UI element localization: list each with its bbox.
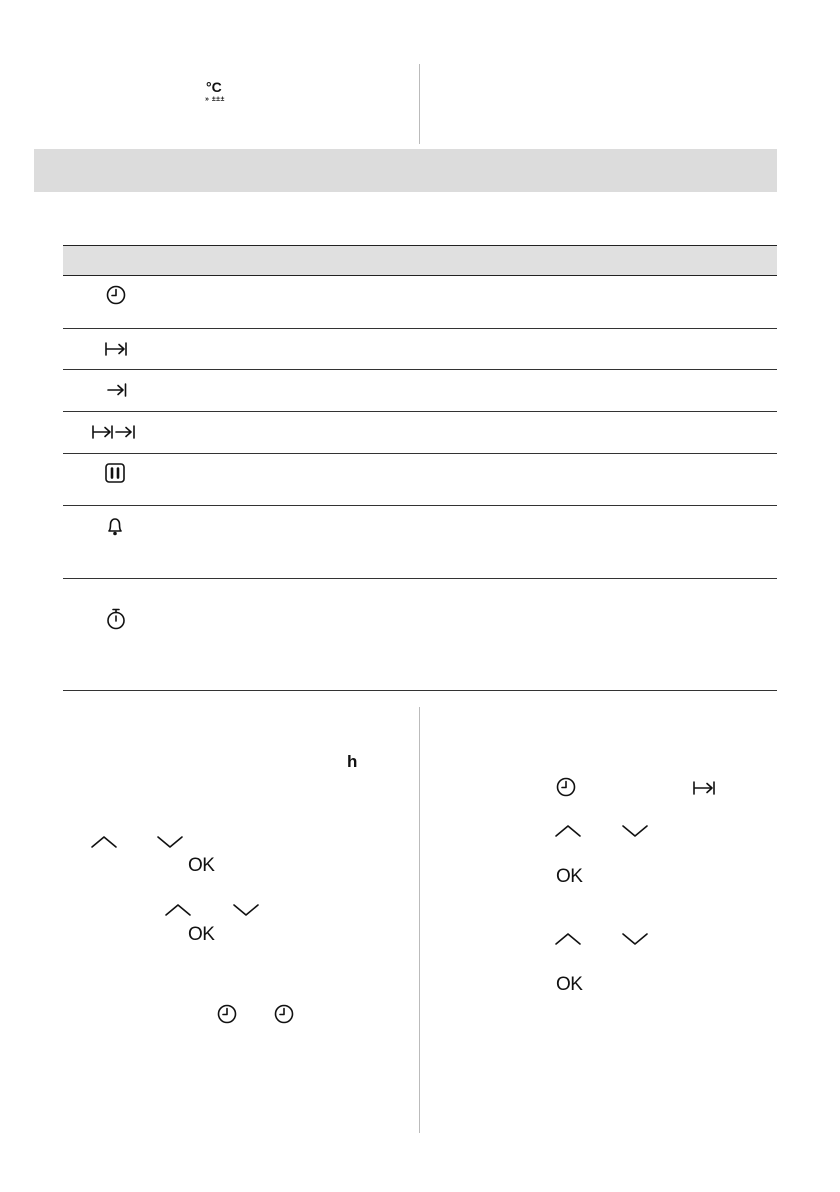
down-arrow-icon: [622, 933, 648, 945]
duration-icon: [693, 780, 715, 796]
ok-button-label: OK: [556, 866, 583, 887]
section-banner: [34, 149, 777, 192]
fast-heat-indicator: » ±±±: [205, 96, 225, 103]
up-arrow-icon: [91, 836, 117, 848]
clock-icon: [274, 1004, 294, 1024]
table-row: [63, 506, 777, 578]
clock-icon: [217, 1004, 237, 1024]
celsius-text: °C: [206, 79, 222, 95]
table-row: [63, 579, 777, 690]
functions-table: [63, 245, 777, 691]
ok-button-label: OK: [556, 974, 583, 995]
pause-icon: [105, 463, 125, 483]
hour-symbol: h: [347, 752, 358, 771]
table-row: [63, 329, 777, 369]
table-row: [63, 454, 777, 505]
up-arrow-icon: [555, 933, 581, 945]
stopwatch-icon: [106, 608, 126, 630]
bell-icon: [106, 516, 124, 536]
time-delay-icon: [92, 424, 136, 440]
clock-icon: [106, 285, 126, 305]
ok-button-label: OK: [188, 924, 215, 945]
bottom-column-divider: [419, 707, 420, 1133]
table-row: [63, 275, 777, 328]
clock-icon: [556, 777, 576, 797]
duration-icon: [105, 341, 127, 357]
up-arrow-icon: [165, 904, 191, 916]
row-divider: [63, 690, 777, 691]
top-column-divider: [419, 64, 420, 144]
table-row: [63, 412, 777, 453]
up-arrow-icon: [555, 825, 581, 837]
table-header: [63, 245, 777, 276]
end-time-icon: [107, 382, 127, 398]
celsius-symbol: [206, 80, 222, 94]
ok-button-label: OK: [188, 855, 215, 876]
table-row: [63, 370, 777, 411]
down-arrow-icon: [157, 836, 183, 848]
down-arrow-icon: [622, 825, 648, 837]
down-arrow-icon: [233, 904, 259, 916]
